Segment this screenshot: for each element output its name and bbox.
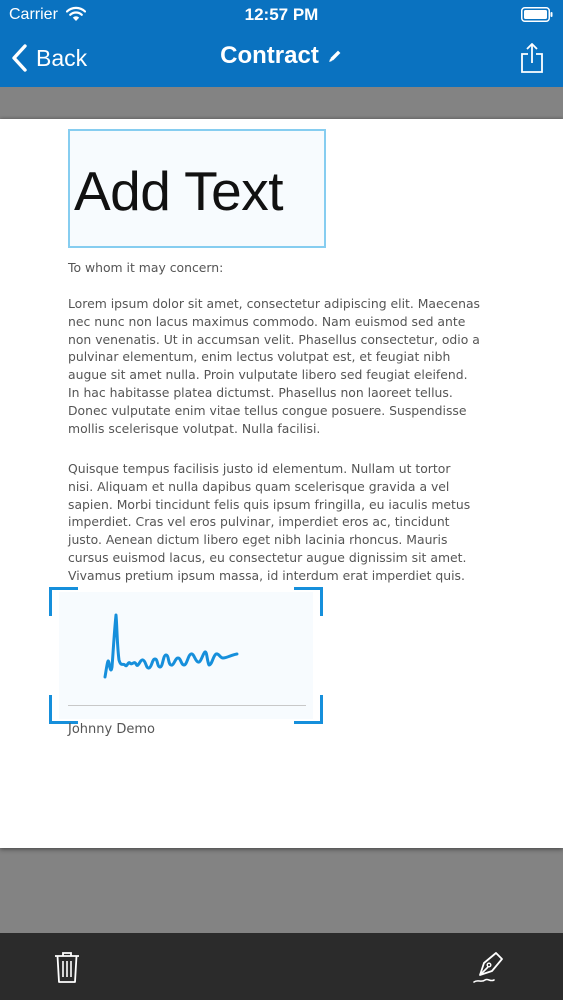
status-time: 12:57 PM [244,5,319,24]
back-label: Back [36,44,88,71]
text-box-label: Add Text [74,160,284,222]
navigation-bar [0,0,563,87]
text-line: Lorem ipsum dolor sit amet, consectetur adipiscing elit. Maecenas [68,296,480,311]
selection-corner[interactable] [49,695,78,724]
text-line: nisi. Aliquam et nulla dapibus quam scelerisque gravida a vel [68,478,450,494]
signature-box[interactable] [49,587,323,724]
battery-icon [521,7,553,22]
text-line: Donec vulputate enim vitae tellus congue posuere. Suspendisse [68,402,467,418]
greeting-line: To whom it may concern: [68,260,224,275]
status-bar [0,0,563,30]
greeting-text [68,259,508,277]
document-page [0,119,563,848]
text-line: non venenatis. Ut in accumsan velit. Phasellus consectetur, odio a [68,331,480,347]
text-line: augue sit amet nulla. Proin vulputate libero sed feugiat eleifend. [68,367,468,383]
paragraph-2 [68,460,508,585]
text-line: cursus euismod lacus, eu consectetur augue dignissim sit amet. [68,549,467,565]
selection-corner[interactable] [294,695,323,724]
add-text-field[interactable] [68,129,326,248]
text-line: justo. Aenean dictum libero eget nibh lacinia rhoncus. Mauris [68,532,448,548]
text-line: sapien. Morbi tincidunt felis quis ipsum fringilla, eu iaculis metus [68,496,471,512]
text-line: mollis scelerisque volutpat. Nulla facilisi. [68,420,321,436]
text-line: Quisque tempus facilisis justo id elementum. Nullam ut tortor [68,461,451,476]
bottom-toolbar [0,933,563,1000]
paragraph-1 [68,295,508,437]
text-line: Vivamus pretium ipsum massa, id interdum erat imperdiet quis. [68,567,465,583]
text-line: imperdiet. Cras vel eros pulvinar, imperdiet eros ac, tincidunt [68,514,450,530]
pencil-icon [327,48,343,64]
signature-line [68,705,306,706]
selection-corner[interactable] [49,587,78,616]
share-icon[interactable] [519,42,545,74]
page-title: Contract [220,42,319,69]
pen-sign-icon[interactable] [472,949,506,985]
signature-drawing [97,605,247,685]
text-line: pulvinar elementum, enim lectus volutpat est, et feugiat nibh [68,349,451,365]
signer-name: Johnny Demo [68,722,155,737]
text-line: nec nunc non lacus maximus commodo. Nam euismod sed ante [68,313,466,329]
trash-icon[interactable] [53,950,81,984]
title-edit-button[interactable] [0,42,563,70]
text-line: In hac habitasse platea dictumst. Phasellus non laoreet tellus. [68,384,453,400]
carrier-label: Carrier [9,6,58,23]
selection-corner[interactable] [294,587,323,616]
